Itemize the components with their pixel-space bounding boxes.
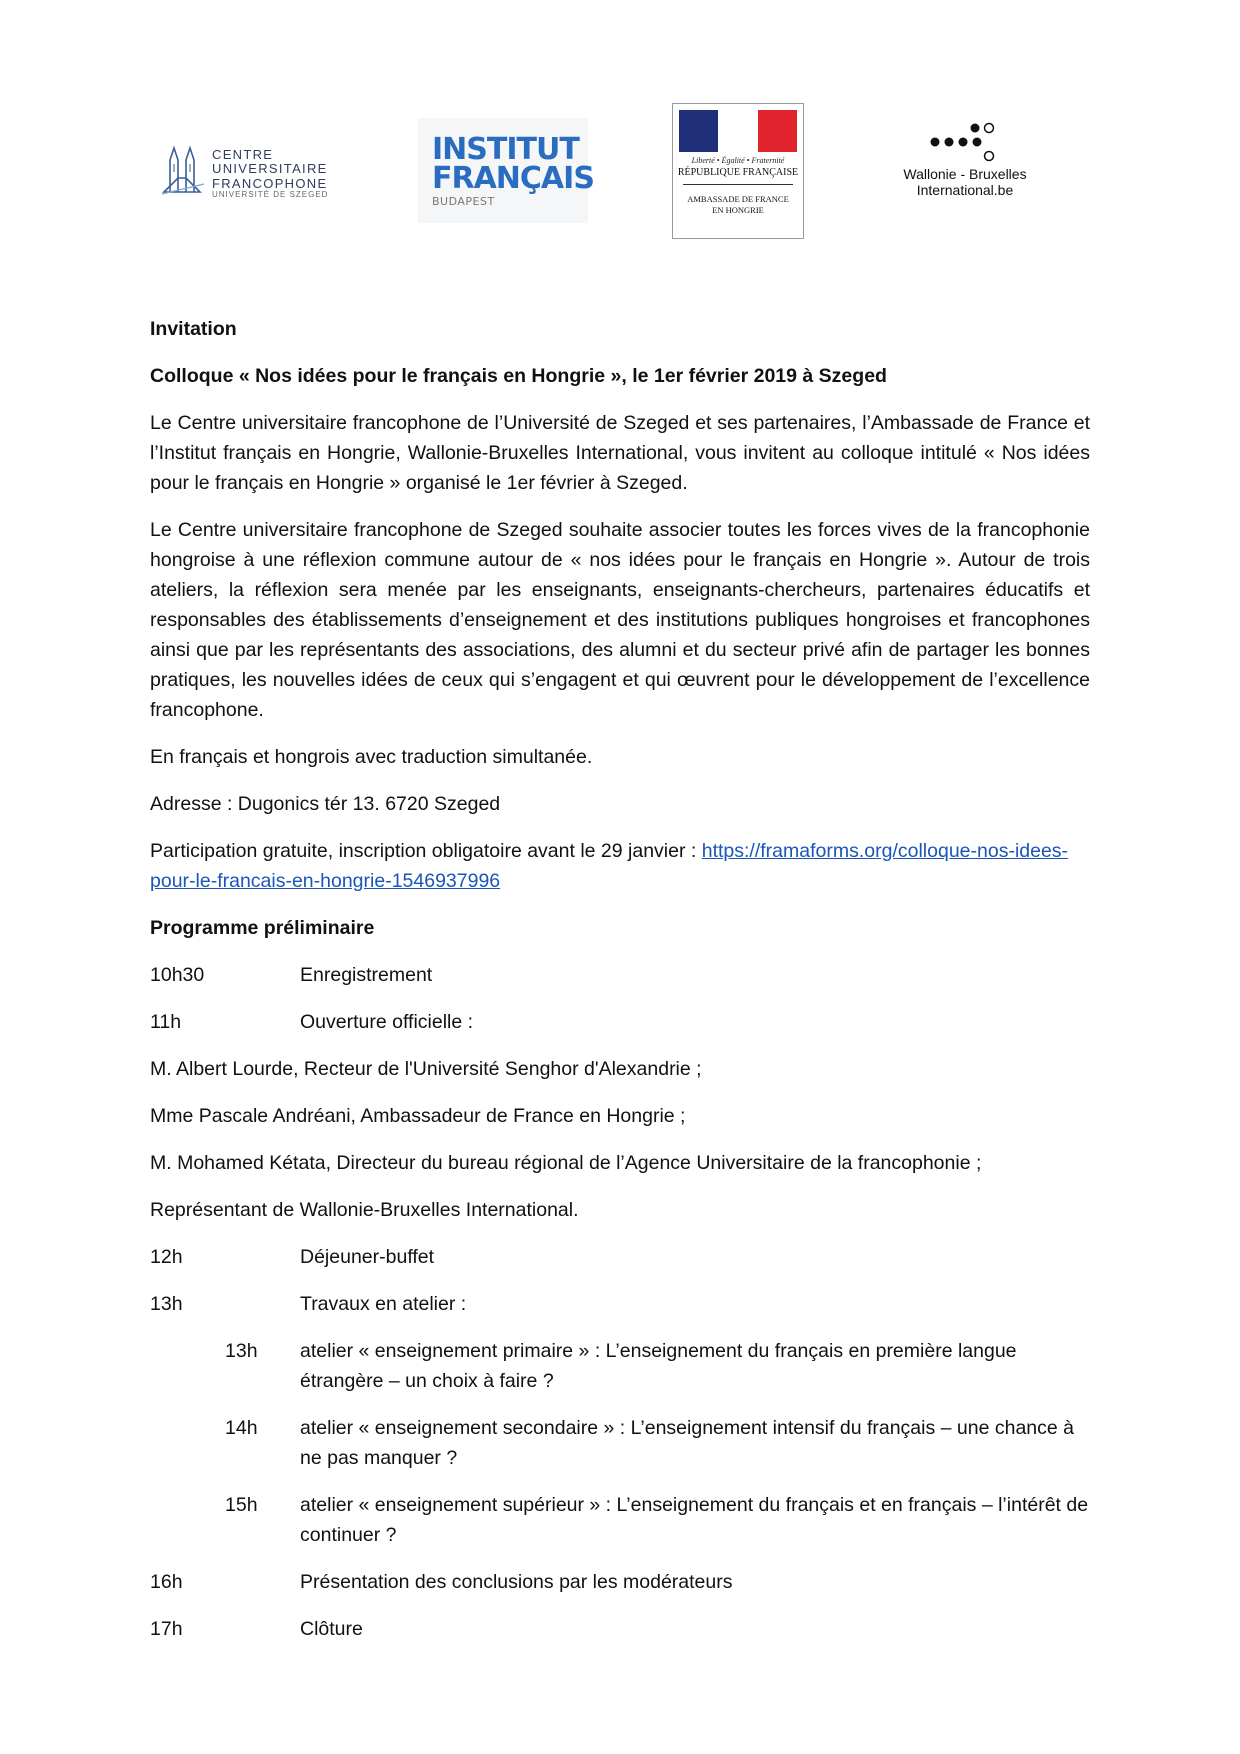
programme-row bbox=[150, 1007, 1090, 1037]
registration-link[interactable]: https://framaforms.org/colloque-nos-idees-pour-le-francais-en-hongrie-1546937996 bbox=[150, 840, 1069, 892]
cathedral-icon bbox=[160, 140, 206, 196]
programme-time: 10h30 bbox=[150, 964, 205, 986]
programme-time: 13h bbox=[150, 1293, 183, 1315]
programme-time: 17h bbox=[150, 1618, 183, 1640]
colloque-title: Colloque « Nos idées pour le français en Hongrie », le 1er février 2019 à Szeged bbox=[150, 365, 887, 387]
programme-desc: Ouverture officielle : bbox=[300, 1011, 474, 1033]
atelier-desc: atelier « enseignement supérieur » : L’enseignement du français et en français – l’intérêt de continuer ? bbox=[300, 1494, 1089, 1546]
cuf-line-1: CENTRE UNIVERSITAIRE bbox=[212, 147, 328, 177]
paragraph-translation: En français et hongrois avec traduction simultanée. bbox=[150, 746, 593, 768]
dots-icon bbox=[927, 122, 1007, 162]
wbi-logo bbox=[885, 122, 1045, 212]
ambassade-france-logo bbox=[672, 103, 804, 239]
programme-row bbox=[150, 1289, 1090, 1319]
programme-row bbox=[150, 960, 1090, 990]
programme-desc: Clôture bbox=[300, 1618, 363, 1640]
cuf-line-3: UNIVERSITÉ DE SZEGED bbox=[212, 189, 329, 199]
speaker-line: Mme Pascale Andréani, Ambassadeur de France en Hongrie ; bbox=[150, 1105, 686, 1127]
programme-time: 16h bbox=[150, 1571, 183, 1593]
republic-motto: Liberté • Égalité • Fraternité bbox=[691, 156, 785, 165]
programme-row bbox=[150, 1567, 1090, 1597]
participation-text: Participation gratuite, inscription obligatoire avant le 29 janvier : bbox=[150, 840, 702, 862]
logo-bar bbox=[150, 100, 1090, 250]
wbi-line-1: Wallonie - Bruxelles bbox=[903, 166, 1027, 182]
republique-label: RÉPUBLIQUE FRANÇAISE bbox=[677, 167, 799, 178]
atelier-desc: atelier « enseignement primaire » : L’enseignement du français en première langue étrangère – un choix à faire ? bbox=[300, 1340, 1017, 1392]
programme-row bbox=[150, 1242, 1090, 1272]
invitation-heading: Invitation bbox=[150, 318, 237, 340]
speaker-line: M. Albert Lourde, Recteur de l'Université Senghor d'Alexandrie ; bbox=[150, 1058, 702, 1080]
paragraph-description: Le Centre universitaire francophone de Szeged souhaite associer toutes les forces vives de la francophonie hongroise à une réflexion commune autour de « nos idées pour le français en Hongrie ». Autour de trois ateliers, la réflexion sera menée par les enseignants, enseignants-chercheurs, partenaires éducatifs et responsables des établissements d’enseignement et des institutions publiques hongroises et francophones ainsi que par les représentants des associations, des alumni et du secteur privé afin de partager les bonnes pratiques, les nouvelles idées de ceux qui s’engagent et qui œuvrent pour le développement de l’excellence francophone. bbox=[150, 519, 1090, 721]
programme-time: 11h bbox=[150, 1011, 182, 1033]
participation-line bbox=[150, 836, 1090, 896]
divider bbox=[683, 184, 793, 185]
if-line-2: FRANÇAIS bbox=[432, 160, 594, 196]
wbi-line-2: International.be bbox=[916, 182, 1014, 199]
programme-title: Programme préliminaire bbox=[150, 917, 375, 939]
atelier-time: 15h bbox=[225, 1494, 258, 1516]
atelier-time: 14h bbox=[225, 1417, 258, 1439]
programme-desc: Déjeuner-buffet bbox=[300, 1246, 435, 1268]
programme-desc: Enregistrement bbox=[300, 964, 433, 986]
french-flag-icon bbox=[679, 110, 797, 152]
speaker-line: M. Mohamed Kétata, Directeur du bureau régional de l’Agence Universitaire de la francophonie ; bbox=[150, 1152, 982, 1174]
atelier-row bbox=[150, 1336, 1090, 1396]
paragraph-intro: Le Centre universitaire francophone de l’Université de Szeged et ses partenaires, l’Ambassade de France et l’Institut français en Hongrie, Wallonie-Bruxelles International, vous invitent au colloque intitulé « Nos idées pour le français en Hongrie » organisé le 1er février à Szeged. bbox=[150, 412, 1090, 494]
address-line: Adresse : Dugonics tér 13. 6720 Szeged bbox=[150, 793, 501, 815]
centre-universitaire-logo bbox=[160, 140, 360, 200]
programme-time: 12h bbox=[150, 1246, 183, 1268]
programme-desc: Présentation des conclusions par les modérateurs bbox=[300, 1571, 733, 1593]
ambassade-line-2: EN HONGRIE bbox=[712, 204, 764, 215]
atelier-row bbox=[150, 1413, 1090, 1473]
ambassade-line-1: AMBASSADE DE FRANCE bbox=[687, 194, 789, 204]
atelier-time: 13h bbox=[225, 1340, 258, 1362]
speaker-line: Représentant de Wallonie-Bruxelles International. bbox=[150, 1199, 579, 1221]
institut-francais-logo bbox=[418, 118, 594, 223]
if-line-1: INSTITUT bbox=[432, 132, 579, 167]
cuf-line-2: FRANCOPHONE bbox=[212, 175, 328, 191]
document-body bbox=[150, 314, 1090, 1661]
atelier-row bbox=[150, 1490, 1090, 1550]
atelier-desc: atelier « enseignement secondaire » : L’enseignement intensif du français – une chance à ne pas manquer ? bbox=[300, 1417, 1075, 1469]
if-line-3: BUDAPEST bbox=[432, 195, 495, 208]
programme-row bbox=[150, 1614, 1090, 1644]
programme-desc: Travaux en atelier : bbox=[300, 1293, 467, 1315]
